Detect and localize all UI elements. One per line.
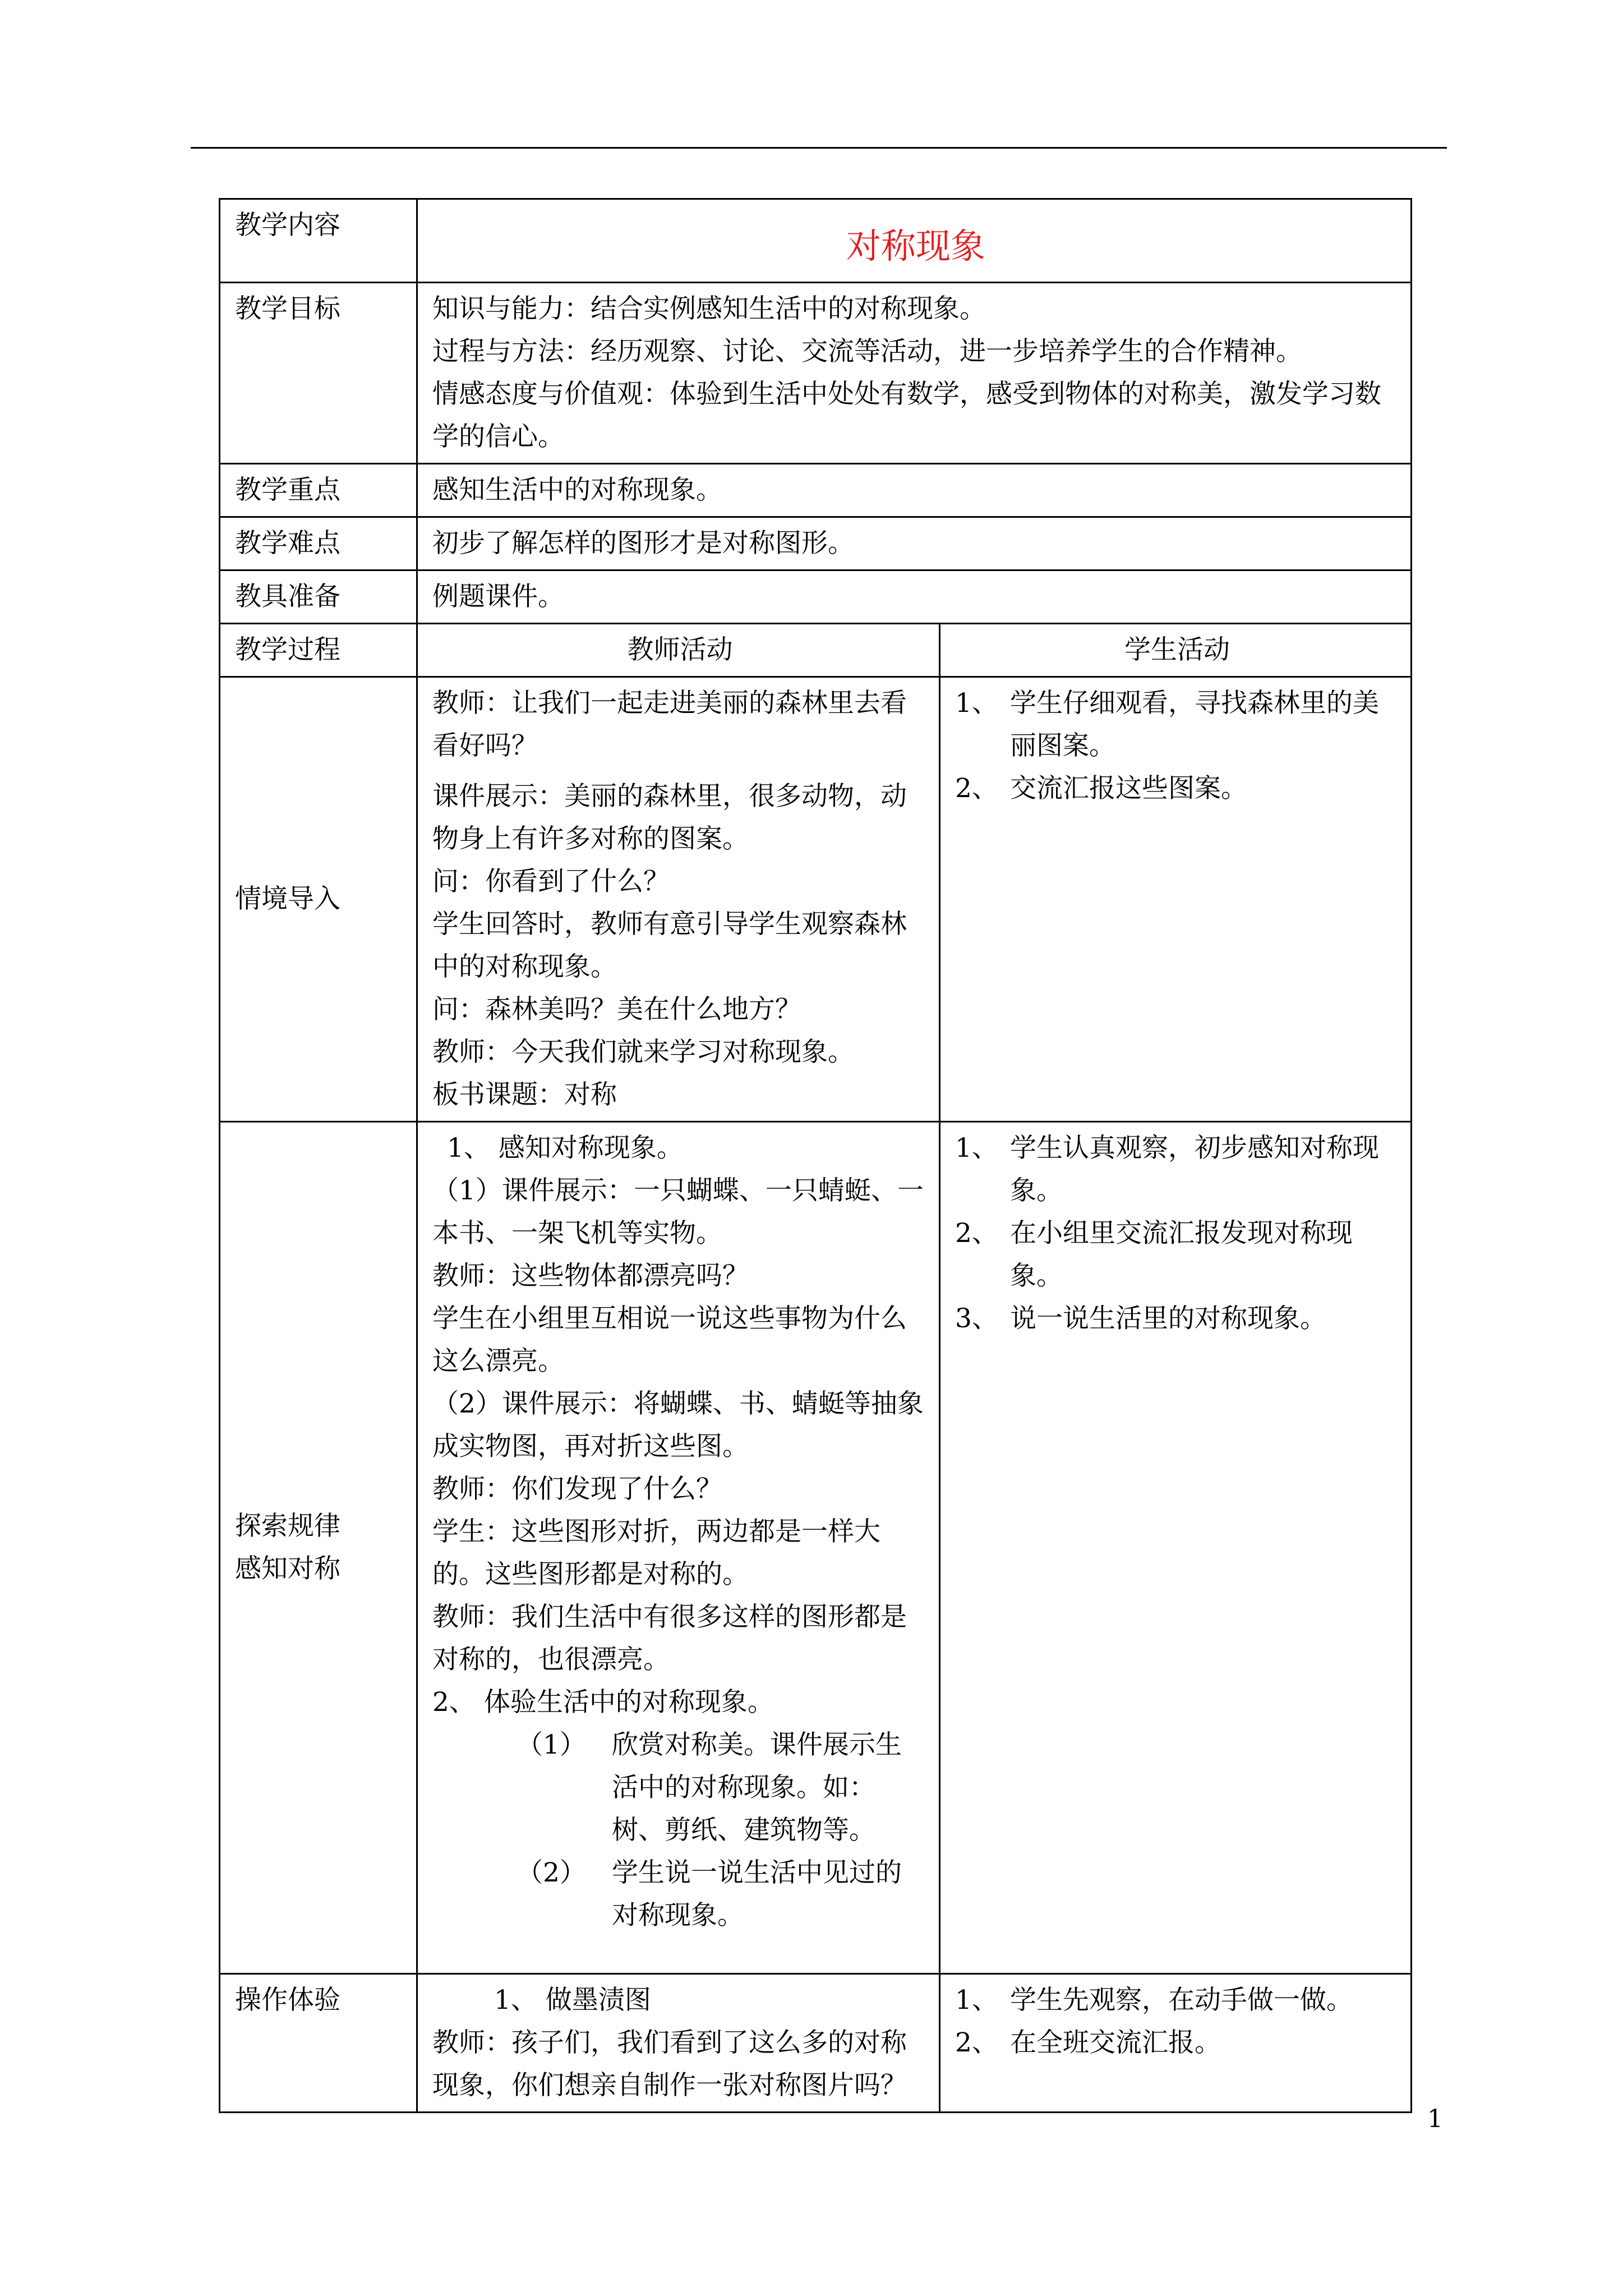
sub-item-number: （1） <box>517 1729 586 1760</box>
label-explore-line: 感知对称 <box>235 1553 340 1584</box>
item-number: 3、 <box>955 1303 998 1334</box>
teacher-line: 教师：孩子们，我们看到了这么多的对称现象，你们想亲自制作一张对称图片吗？ <box>432 2027 907 2101</box>
goal-line: 过程与方法：经历观察、讨论、交流等活动，进一步培养学生的合作精神。 <box>432 336 1302 367</box>
key-point-text: 感知生活中的对称现象。 <box>417 464 1412 517</box>
goal-line: 情感态度与价值观：体验到生活中处处有数学，感受到物体的对称美，激发学习数学的信心。 <box>432 379 1381 452</box>
row-practice <box>220 1974 1412 2113</box>
teacher-item-heading: 1、 感知对称现象。 <box>447 1133 683 1163</box>
item-number: 2、 <box>955 1218 998 1249</box>
item-number: 1、 <box>955 1133 998 1163</box>
sub-item-text: 欣赏对称美。课件展示生活中的对称现象。如：树、剪纸、建筑物等。 <box>612 1729 902 1846</box>
student-item <box>955 767 1399 810</box>
student-item <box>955 682 1399 767</box>
sub-item-number: （2） <box>517 1857 586 1888</box>
goals-cell <box>417 283 1412 464</box>
item-number: 1、 <box>955 688 998 719</box>
row-goals <box>220 283 1412 464</box>
teacher-line: 学生：这些图形对折，两边都是一样大的。这些图形都是对称的。 <box>432 1516 880 1590</box>
teacher-line: （1）课件展示：一只蝴蝶、一只蜻蜓、一本书、一架飞机等实物。 <box>432 1175 924 1249</box>
row-explore <box>220 1122 1412 1974</box>
teacher-line: 教师：让我们一起走进美丽的森林里去看看好吗？ <box>432 688 907 761</box>
student-item <box>955 1979 1399 2022</box>
teacher-item-heading: 1、 做墨渍图 <box>494 1985 651 2016</box>
label-content: 教学内容 <box>220 199 417 283</box>
student-item <box>955 1127 1399 1212</box>
student-item <box>955 1212 1399 1297</box>
teacher-item-heading: 2、 体验生活中的对称现象。 <box>432 1687 774 1718</box>
row-process-header <box>220 624 1412 677</box>
row-key-point <box>220 464 1412 517</box>
intro-teacher-cell <box>417 677 940 1122</box>
student-activity-header: 学生活动 <box>940 624 1412 677</box>
row-intro <box>220 677 1412 1122</box>
item-text: 交流汇报这些图案。 <box>1010 773 1247 804</box>
item-number: 2、 <box>955 773 998 804</box>
item-number: 2、 <box>955 2027 998 2058</box>
item-text: 学生认真观察，初步感知对称现象。 <box>1010 1133 1379 1206</box>
teacher-line: 教师：今天我们就来学习对称现象。 <box>432 1037 854 1068</box>
explore-student-cell <box>940 1122 1412 1974</box>
label-key-point: 教学重点 <box>220 464 417 517</box>
student-item <box>955 2022 1399 2064</box>
label-explore-line: 探索规律 <box>235 1511 340 1542</box>
lesson-title: 对称现象 <box>846 226 986 266</box>
teacher-sub-item <box>432 1852 928 1937</box>
goal-line: 知识与能力：结合实例感知生活中的对称现象。 <box>432 293 986 324</box>
item-text: 在小组里交流汇报发现对称现象。 <box>1010 1218 1353 1291</box>
lesson-plan-table <box>219 198 1412 2113</box>
explore-teacher-cell <box>417 1122 940 1974</box>
teacher-line: （2）课件展示：将蝴蝶、书、蜻蜓等抽象成实物图，再对折这些图。 <box>432 1388 924 1462</box>
item-text: 在全班交流汇报。 <box>1010 2027 1221 2058</box>
item-text: 说一说生活里的对称现象。 <box>1010 1303 1326 1334</box>
label-intro: 情境导入 <box>220 677 417 1122</box>
practice-teacher-cell <box>417 1974 940 2113</box>
teacher-sub-item <box>432 1724 928 1852</box>
label-goals: 教学目标 <box>220 283 417 464</box>
label-process: 教学过程 <box>220 624 417 677</box>
practice-student-cell <box>940 1974 1412 2113</box>
teacher-activity-header: 教师活动 <box>417 624 940 677</box>
teacher-line: 教师：你们发现了什么？ <box>432 1474 722 1504</box>
teacher-line: 课件展示：美丽的森林里，很多动物，动物身上有许多对称的图案。 <box>432 781 907 854</box>
title-cell <box>417 199 1412 283</box>
label-practice: 操作体验 <box>220 1974 417 2113</box>
label-difficulty: 教学难点 <box>220 517 417 570</box>
difficulty-text: 初步了解怎样的图形才是对称图形。 <box>417 517 1412 570</box>
item-number: 1、 <box>955 1985 998 2016</box>
intro-student-cell <box>940 677 1412 1122</box>
header-rule <box>191 147 1447 149</box>
label-materials: 教具准备 <box>220 570 417 624</box>
page-number: 1 <box>1427 2105 1443 2133</box>
label-explore <box>220 1122 417 1974</box>
materials-text: 例题课件。 <box>417 570 1412 624</box>
student-item <box>955 1297 1399 1340</box>
row-content <box>220 199 1412 283</box>
teacher-line: 教师：我们生活中有很多这样的图形都是对称的，也很漂亮。 <box>432 1602 907 1675</box>
row-difficulty <box>220 517 1412 570</box>
teacher-line: 学生在小组里互相说一说这些事物为什么这么漂亮。 <box>432 1303 907 1377</box>
teacher-line: 问：你看到了什么？ <box>432 866 670 897</box>
item-text: 学生先观察，在动手做一做。 <box>1010 1985 1353 2016</box>
row-materials <box>220 570 1412 624</box>
teacher-line: 教师：这些物体都漂亮吗？ <box>432 1260 749 1291</box>
item-text: 学生仔细观看，寻找森林里的美丽图案。 <box>1010 688 1379 761</box>
teacher-line: 问：森林美吗？美在什么地方？ <box>432 994 801 1025</box>
teacher-line: 板书课题：对称 <box>432 1079 617 1110</box>
teacher-line: 学生回答时，教师有意引导学生观察森林中的对称现象。 <box>432 909 907 982</box>
sub-item-text: 学生说一说生活中见过的对称现象。 <box>612 1857 902 1931</box>
